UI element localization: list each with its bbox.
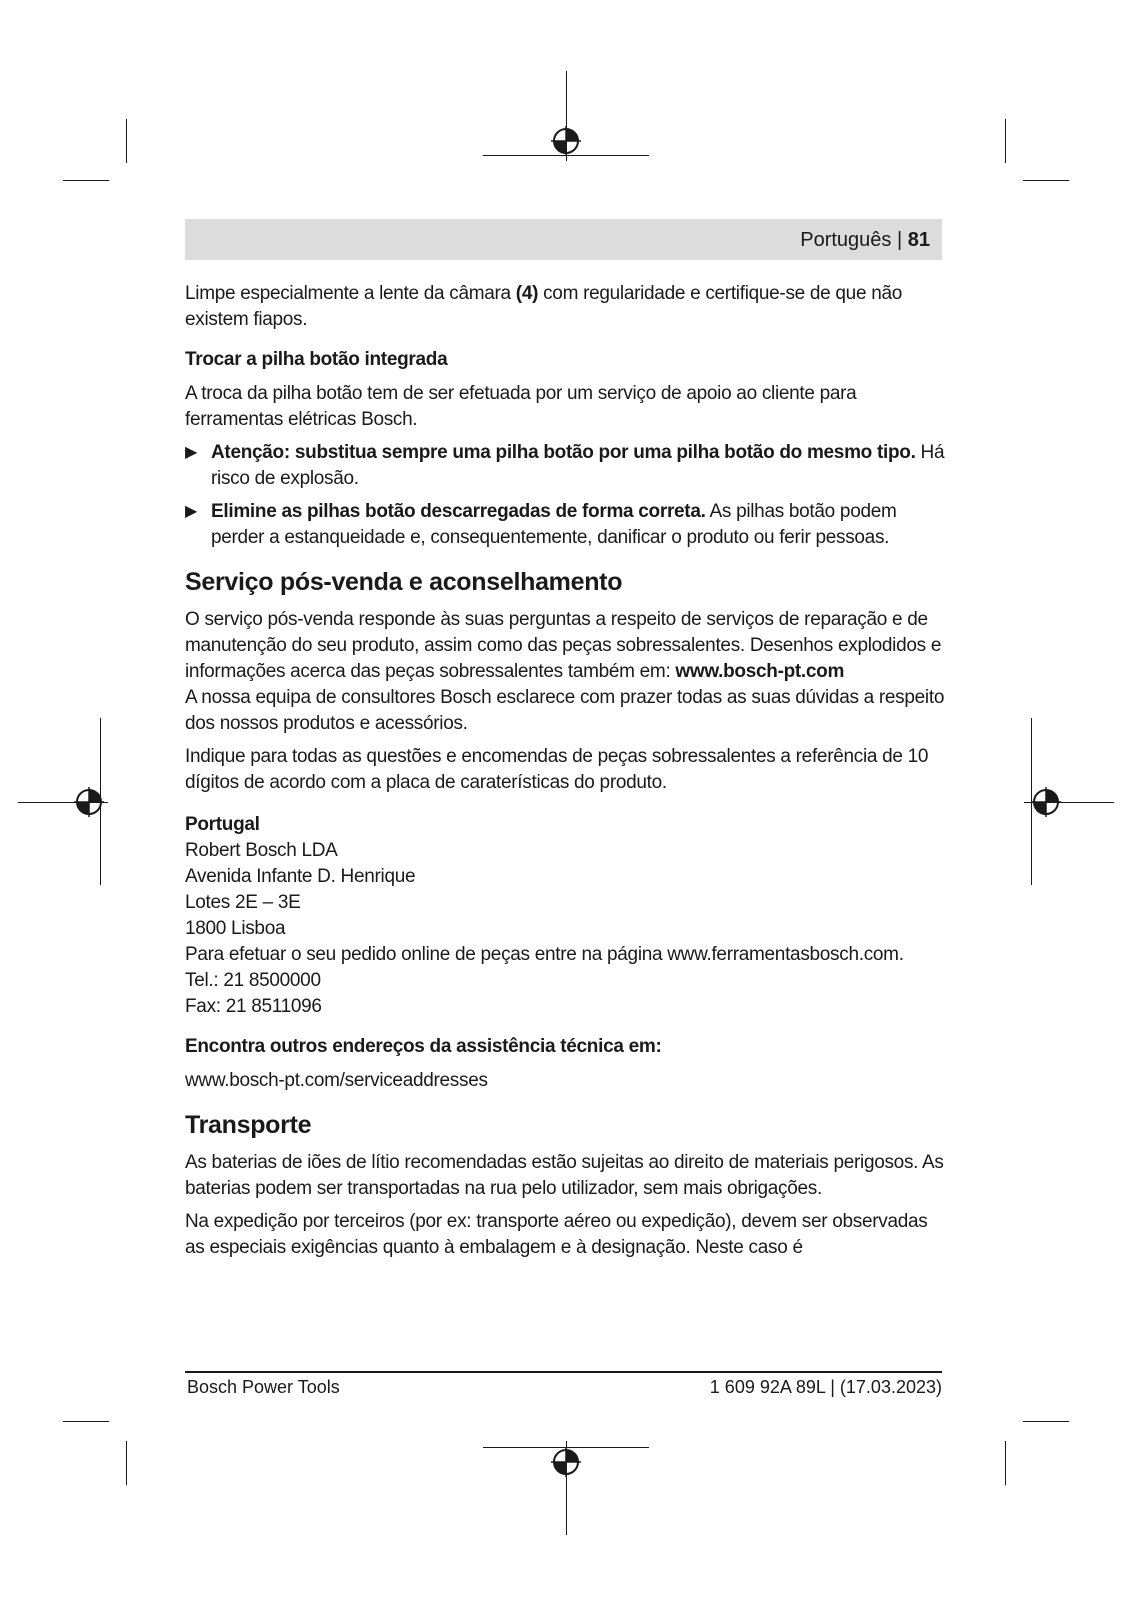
battery-heading: Trocar a pilha botão integrada — [185, 349, 448, 370]
warning-text: Há risco de explosão. — [211, 442, 945, 489]
address-line: 1800 Lisboa — [185, 918, 286, 939]
service-paragraph-3: Indique para todas as questões e encomendas de peças sobressalentes a referência de 10 dígitos de acordo com a placa de caraterísticas do produto. — [185, 746, 929, 793]
header-separator: | — [896, 229, 903, 251]
other-addresses-url[interactable]: www.bosch-pt.com/serviceaddresses — [185, 1070, 488, 1091]
crop-mark — [1005, 119, 1006, 163]
transport-heading: Transporte — [185, 1111, 312, 1139]
service-link[interactable]: www.bosch-pt.com — [675, 661, 845, 682]
page-content — [185, 281, 945, 1268]
page-number: 81 — [907, 229, 930, 251]
bullet-icon: ▶ — [185, 503, 198, 520]
crop-mark — [126, 119, 127, 163]
address-line: Fax: 21 8511096 — [185, 996, 322, 1017]
address-line: Robert Bosch LDA — [185, 840, 338, 861]
registration-target-icon — [74, 787, 104, 817]
registration-target-icon — [1031, 787, 1061, 817]
page-header — [185, 219, 942, 260]
service-heading: Serviço pós-venda e aconselhamento — [185, 568, 623, 596]
address-line: Lotes 2E – 3E — [185, 892, 301, 913]
warning-item — [185, 499, 945, 551]
warning-bold: Elimine as pilhas botão descarregadas de forma correta. — [211, 501, 706, 522]
battery-paragraph: A troca da pilha botão tem de ser efetuada por um serviço de apoio ao cliente para ferramentas elétricas Bosch. — [185, 383, 857, 430]
header-text — [800, 229, 930, 252]
address-line: Avenida Infante D. Henrique — [185, 866, 416, 887]
intro-paragraph — [185, 281, 945, 333]
intro-ref: (4) — [515, 283, 539, 304]
other-addresses-heading: Encontra outros endereços da assistência técnica em: — [185, 1036, 662, 1057]
crop-mark — [1023, 1421, 1069, 1422]
crop-mark — [126, 1441, 127, 1485]
intro-text: Limpe especialmente a lente da câmara — [185, 283, 516, 304]
footer-doc-id: 1 609 92A 89L | (17.03.2023) — [709, 1377, 942, 1397]
header-section: Português — [800, 229, 892, 251]
footer-divider — [185, 1371, 942, 1373]
footer-brand: Bosch Power Tools — [187, 1377, 340, 1397]
address-country: Portugal — [185, 814, 260, 835]
crop-mark — [63, 180, 109, 181]
warning-bold: Atenção: substitua sempre uma pilha botão por uma pilha botão do mesmo tipo. — [211, 442, 916, 463]
registration-target-icon — [551, 126, 581, 156]
address-block — [185, 812, 945, 1020]
transport-paragraph-1: As baterias de iões de lítio recomendadas estão sujeitas ao direito de materiais perigosos. As baterias podem ser transportadas na rua pelo utilizador, sem mais obrigações. — [185, 1152, 944, 1199]
crop-mark — [1005, 1441, 1006, 1485]
service-text: O serviço pós-venda responde às suas perguntas a respeito de serviços de reparação e de manutenção do seu produto, assim como das peças sobressalentes. Desenhos explodidos e informações acerca das peças sobressalentes também em: — [185, 609, 942, 682]
transport-paragraph-2: Na expedição por terceiros (por ex: transporte aéreo ou expedição), devem ser observadas as especiais exigências quanto à embalagem e à designação. Neste caso é — [185, 1211, 928, 1258]
crop-mark — [1023, 180, 1069, 181]
intro-text-after: com regularidade e certifique-se de que não existem fiapos. — [185, 283, 902, 330]
address-line: Tel.: 21 8500000 — [185, 970, 321, 991]
bullet-icon: ▶ — [185, 444, 198, 461]
warning-item — [185, 440, 945, 492]
crop-mark — [63, 1421, 109, 1422]
service-paragraph-1 — [185, 607, 945, 685]
address-line: Para efetuar o seu pedido online de peças entre na página www.ferramentasbosch.com. — [185, 944, 904, 965]
service-paragraph-2: A nossa equipa de consultores Bosch esclarece com prazer todas as suas dúvidas a respeito dos nossos produtos e acessórios. — [185, 687, 945, 734]
registration-target-icon — [551, 1447, 581, 1477]
warning-text: As pilhas botão podem perder a estanqueidade e, consequentemente, danificar o produto ou ferir pessoas. — [211, 501, 897, 548]
